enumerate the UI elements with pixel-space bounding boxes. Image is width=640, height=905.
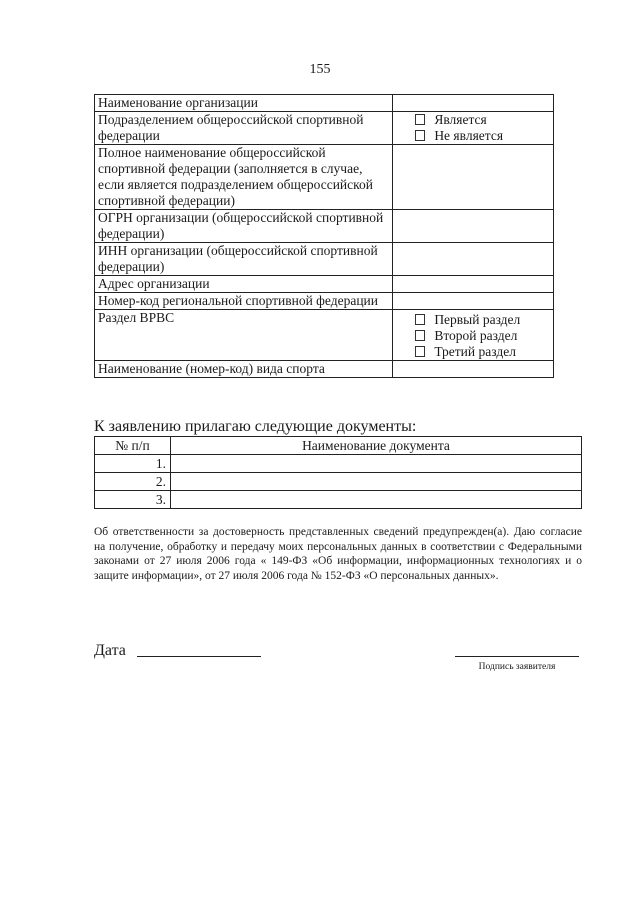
table-row xyxy=(95,491,582,509)
vrvs-section-label: Раздел ВРВС xyxy=(95,310,393,361)
option-label: Третий раздел xyxy=(434,344,516,359)
checkbox-icon[interactable] xyxy=(415,314,425,325)
sport-name-value[interactable] xyxy=(393,361,554,378)
table-row xyxy=(95,455,582,473)
option-is[interactable] xyxy=(415,112,549,128)
checkbox-icon[interactable] xyxy=(415,330,425,341)
org-name-label: Наименование организации xyxy=(95,95,393,112)
org-name-value[interactable] xyxy=(393,95,554,112)
row-number: 2. xyxy=(95,473,171,491)
row-number: 3. xyxy=(95,491,171,509)
consent-paragraph xyxy=(94,525,582,583)
subdivision-label: Подразделением общероссийской спортивной федерации xyxy=(95,112,393,145)
signature-caption: Подпись заявителя xyxy=(478,662,556,672)
table-row xyxy=(95,361,554,378)
option-first-section[interactable] xyxy=(415,312,549,328)
page-number: 155 xyxy=(309,62,331,77)
signature-field-line[interactable] xyxy=(455,656,579,657)
document-name-cell[interactable] xyxy=(171,491,582,509)
row-number: 1. xyxy=(95,455,171,473)
regional-code-value[interactable] xyxy=(393,293,554,310)
table-row xyxy=(95,276,554,293)
table-row xyxy=(95,293,554,310)
date-label: Дата xyxy=(94,642,126,659)
table-row xyxy=(95,473,582,491)
checkbox-icon[interactable] xyxy=(415,114,425,125)
option-is-not[interactable] xyxy=(415,128,549,144)
subdivision-options xyxy=(393,112,554,145)
option-label: Является xyxy=(434,112,487,127)
option-label: Второй раздел xyxy=(434,328,518,343)
table-row xyxy=(95,145,554,210)
document-name-cell[interactable] xyxy=(171,473,582,491)
regional-code-label: Номер-код региональной спортивной федерации xyxy=(95,293,393,310)
federation-full-name-label: Полное наименование общероссийской спортивной федерации (заполняется в случае, если является подразделением общероссийской спортивной федерации) xyxy=(95,145,393,210)
sport-name-label: Наименование (номер-код) вида спорта xyxy=(95,361,393,378)
address-label: Адрес организации xyxy=(95,276,393,293)
option-second-section[interactable] xyxy=(415,328,549,344)
organization-table xyxy=(94,94,554,378)
option-third-section[interactable] xyxy=(415,344,549,360)
ogrn-label: ОГРН организации (общероссийской спортивной федерации) xyxy=(95,210,393,243)
address-value[interactable] xyxy=(393,276,554,293)
option-label: Первый раздел xyxy=(434,312,521,327)
consent-statement: Даю согласие на получение, обработку и передачу моих персональных данных в соответствии с Федеральными законами от 27 июля 2006 года « 149-ФЗ «Об информации, информационных технологиях и о защите информации», от 27 июля 2006 года № 152-ФЗ «О персональных данных». xyxy=(94,526,583,582)
table-row xyxy=(95,210,554,243)
column-header-document: Наименование документа xyxy=(171,437,582,455)
checkbox-icon[interactable] xyxy=(415,130,425,141)
table-row xyxy=(95,112,554,145)
table-header-row xyxy=(95,437,582,455)
table-row xyxy=(95,243,554,276)
table-row xyxy=(95,310,554,361)
date-field-line[interactable] xyxy=(137,656,261,657)
column-header-number: № п/п xyxy=(95,437,171,455)
ogrn-value[interactable] xyxy=(393,210,554,243)
documents-heading: К заявлению прилагаю следующие документы: xyxy=(94,418,417,435)
documents-table xyxy=(94,436,582,509)
inn-value[interactable] xyxy=(393,243,554,276)
option-label: Не является xyxy=(434,128,504,143)
federation-full-name-value[interactable] xyxy=(393,145,554,210)
document-name-cell[interactable] xyxy=(171,455,582,473)
inn-label: ИНН организации (общероссийской спортивной федерации) xyxy=(95,243,393,276)
responsibility-statement: Об ответственности за достоверность представленных сведений предупрежден(а). xyxy=(94,526,510,538)
vrvs-section-options xyxy=(393,310,554,361)
table-row xyxy=(95,95,554,112)
checkbox-icon[interactable] xyxy=(415,346,425,357)
